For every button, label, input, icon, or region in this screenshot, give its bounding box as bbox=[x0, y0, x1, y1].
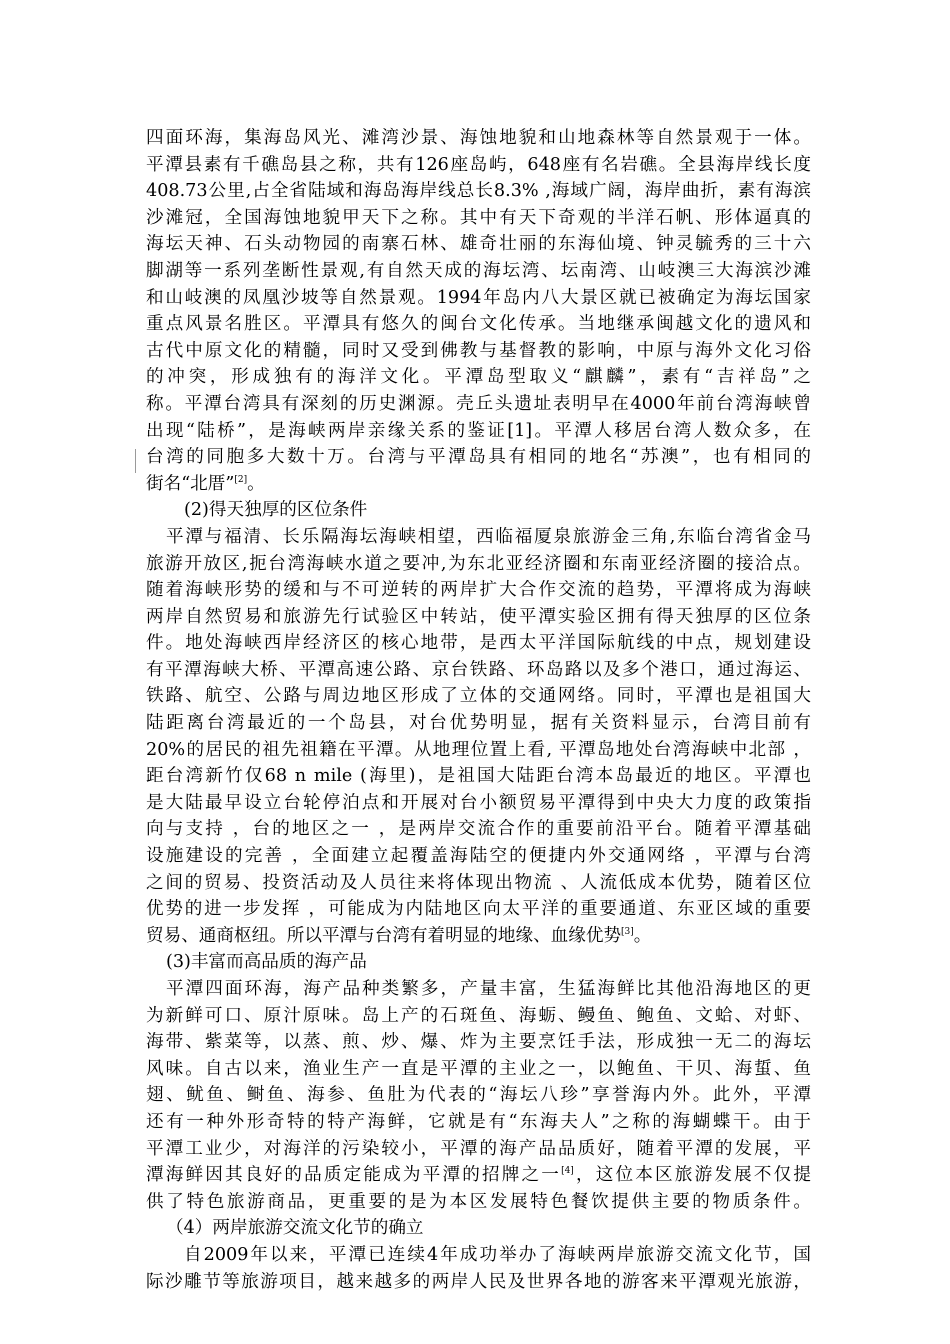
text-line bbox=[146, 1109, 811, 1136]
text-line bbox=[146, 418, 811, 445]
text-line bbox=[146, 1056, 811, 1083]
text-line bbox=[146, 1029, 811, 1056]
text-line bbox=[146, 683, 811, 710]
text-line-content: 贸易、通商枢纽。所以平潭与台湾有着明显的地缘、血缘优势 bbox=[146, 925, 622, 946]
text-line bbox=[146, 338, 811, 365]
text-line bbox=[146, 258, 811, 285]
citation-reference: [3] bbox=[621, 926, 634, 937]
text-line bbox=[146, 976, 811, 1003]
text-line bbox=[146, 630, 811, 657]
text-line-content: 距台湾新竹仅68 n mile (海里)，是祖国大陆距台湾本岛最近的地区。平潭也 bbox=[146, 766, 811, 787]
text-line-content: 随着海峡形势的缓和与不可逆转的两岸扩大合作交流的趋势，平潭将成为海峡 bbox=[146, 580, 811, 601]
text-line-content: (3)丰富而高品质的海产品 bbox=[166, 952, 367, 973]
text-line-content: 台湾的同胞多大数十万。台湾与平潭岛具有相同的地名“苏澳”，也有相同的 bbox=[146, 447, 811, 468]
text-line-content: 自2009年以来，平潭已连续4年成功举办了海峡两岸旅游交流文化节，国 bbox=[184, 1244, 811, 1265]
text-line-content: 旅游开放区,扼台湾海峡水道之要冲,为东北亚经济圈和东南亚经济圈的接洽点。 bbox=[146, 553, 811, 574]
text-line bbox=[146, 604, 811, 631]
text-line bbox=[146, 311, 811, 338]
text-line-content: 优势的进一步发挥 ，可能成为内陆地区向太平洋的重要通道、东亚区域的重要 bbox=[146, 899, 811, 920]
text-line-content: 海带、紫菜等，以蒸、煎、炒、爆、炸为主要烹饪手法，形成独一无二的海坛 bbox=[146, 1032, 811, 1053]
margin-change-bar bbox=[135, 449, 136, 473]
text-line-content: 际沙雕节等旅游项目，越来越多的两岸人民及世界各地的游客来平潭观光旅游， bbox=[146, 1271, 811, 1292]
text-line-content: 向与支持 ，台的地区之一 ，是两岸交流合作的重要前沿平台。随着平潭基础 bbox=[146, 819, 811, 840]
text-line-content: 件。地处海峡西岸经济区的核心地带，是西太平洋国际航线的中点，规划建设 bbox=[146, 633, 811, 654]
text-line bbox=[146, 205, 811, 232]
text-line bbox=[146, 1136, 811, 1163]
citation-reference: [2] bbox=[234, 474, 248, 485]
text-line bbox=[146, 896, 811, 923]
text-line-content: 设施建设的完善 ，全面建立起覆盖海陆空的便捷内外交通网络 ，平潭与台湾 bbox=[146, 846, 811, 867]
text-line-content: 408.73公里,占全省陆域和海岛海岸线总长8.3% ,海域广阔，海岸曲折，素有海滨 bbox=[146, 181, 811, 202]
body-text bbox=[146, 125, 811, 1295]
text-line bbox=[146, 737, 811, 764]
text-line bbox=[146, 125, 811, 152]
text-line-content: 的冲突，形成独有的海洋文化。平潭岛型取义“麒麟”，素有“吉祥岛”之 bbox=[146, 367, 811, 388]
text-line bbox=[146, 923, 811, 950]
text-line-content: 和山岐澳的凤凰沙坡等自然景观。1994年岛内八大景区就已被确定为海坛国家 bbox=[146, 287, 811, 308]
text-line bbox=[146, 949, 811, 976]
text-line bbox=[146, 843, 811, 870]
text-line bbox=[146, 1189, 811, 1216]
text-line-tail: 。 bbox=[633, 925, 652, 946]
text-line-content: (2)得天独厚的区位条件 bbox=[184, 500, 368, 521]
text-line-content: 平潭工业少，对海洋的污染较小，平潭的海产品品质好，随着平潭的发展，平 bbox=[146, 1138, 811, 1159]
text-line-content: 为新鲜可口、原汁原味。岛上产的石斑鱼、海蛎、鳗鱼、鲍鱼、文蛤、对虾、 bbox=[146, 1005, 811, 1026]
text-line-content: 20%的居民的祖先祖籍在平潭。从地理位置上看, 平潭岛地处台湾海峡中北部 ， bbox=[146, 739, 811, 760]
text-line-content: 沙滩冠，全国海蚀地貌甲天下之称。其中有天下奇观的半洋石帆、形体逼真的 bbox=[146, 207, 811, 228]
text-line bbox=[146, 364, 811, 391]
text-line bbox=[146, 497, 811, 524]
text-line-content: 潭海鲜因其良好的品质定能成为平潭的招牌之一 bbox=[146, 1165, 562, 1186]
text-line-content: 铁路、航空、公路与周边地区形成了立体的交通网络。同时，平潭也是祖国大 bbox=[146, 686, 811, 707]
text-line-content: 重点风景名胜区。平潭具有悠久的闽台文化传承。当地继承闽越文化的遗风和 bbox=[146, 314, 811, 335]
text-line-content: 脚湖等一系列垄断性景观,有自然天成的海坛湾、坛南湾、山岐澳三大海滨沙滩 bbox=[146, 260, 811, 281]
text-line bbox=[146, 816, 811, 843]
text-line-content: 四面环海，集海岛风光、滩湾沙景、海蚀地貌和山地森林等自然景观于一体。 bbox=[146, 128, 811, 148]
text-line-content: 两岸自然贸易和旅游先行试验区中转站，使平潭实验区拥有得天独厚的区位条 bbox=[146, 606, 811, 627]
text-line bbox=[146, 391, 811, 418]
text-line-content: 之间的贸易、投资活动及人员往来将体现出物流 、人流低成本优势，随着区位 bbox=[146, 872, 811, 893]
text-line-content: （4）两岸旅游交流文化节的确立 bbox=[166, 1218, 424, 1239]
text-line-content: 古代中原文化的精髓，同时又受到佛教与基督教的影响，中原与海外文化习俗 bbox=[146, 340, 811, 361]
text-line-tail: 。 bbox=[247, 473, 265, 494]
text-line bbox=[146, 870, 811, 897]
text-line-content: 街名“北厝” bbox=[146, 473, 235, 494]
text-line-content: 风味。自古以来，渔业生产一直是平潭的主业之一，以鲍鱼、干贝、海蜇、鱼 bbox=[146, 1058, 811, 1079]
text-line bbox=[146, 763, 811, 790]
text-line bbox=[146, 444, 811, 471]
text-line-content: 称。平潭台湾具有深刻的历史渊源。壳丘头遗址表明早在4000年前台湾海峡曾 bbox=[146, 393, 811, 414]
text-line bbox=[146, 577, 811, 604]
text-line bbox=[146, 790, 811, 817]
text-line bbox=[146, 285, 811, 312]
text-line bbox=[146, 471, 811, 498]
text-line bbox=[146, 152, 811, 179]
text-line bbox=[146, 1003, 811, 1030]
text-line bbox=[146, 1242, 811, 1269]
text-line-content: 海坛天神、石头动物园的南寨石林、雄奇壮丽的东海仙境、钟灵毓秀的三十六 bbox=[146, 234, 811, 255]
text-line bbox=[146, 657, 811, 684]
text-line bbox=[146, 1215, 811, 1242]
text-line-content: 平潭县素有千礁岛县之称，共有126座岛屿，648座有名岩礁。全县海岸线长度 bbox=[146, 154, 811, 175]
text-line bbox=[146, 551, 811, 578]
text-line-content: 平潭四面环海，海产品种类繁多，产量丰富，生猛海鲜比其他沿海地区的更 bbox=[166, 979, 811, 999]
text-line bbox=[146, 1162, 811, 1189]
text-line bbox=[146, 1082, 811, 1109]
text-line-content: 还有一种外形奇特的特产海鲜，它就是有“东海夫人”之称的海蝴蝶干。由于 bbox=[146, 1111, 811, 1132]
text-line-content: 翅、鱿鱼、鲥鱼、海参、鱼肚为代表的“海坛八珍”享誉海内外。此外，平潭 bbox=[146, 1085, 811, 1106]
text-line-tail: ，这位本区旅游发展不仅提 bbox=[573, 1165, 811, 1186]
text-line bbox=[146, 1269, 811, 1296]
text-line-content: 陆距离台湾最近的一个岛县，对台优势明显，据有关资料显示，台湾目前有 bbox=[146, 713, 811, 734]
citation-reference: [4] bbox=[561, 1166, 574, 1177]
text-line-content: 供了特色旅游商品，更重要的是为本区发展特色餐饮提供主要的物质条件。 bbox=[146, 1191, 811, 1212]
text-line-content: 有平潭海峡大桥、平潭高速公路、京台铁路、环岛路以及多个港口，通过海运、 bbox=[146, 659, 811, 680]
text-line bbox=[146, 178, 811, 205]
text-line-content: 是大陆最早设立台轮停泊点和开展对台小额贸易平潭得到中央大力度的政策指 bbox=[146, 792, 811, 813]
text-line-content: 出现“陆桥”，是海峡两岸亲缘关系的鉴证[1]。平潭人移居台湾人数众多，在 bbox=[146, 420, 811, 441]
text-line bbox=[146, 710, 811, 737]
text-line-content: 平潭与福清、长乐隔海坛海峡相望，西临福厦泉旅游金三角,东临台湾省金马 bbox=[166, 526, 811, 547]
text-line bbox=[146, 231, 811, 258]
text-line bbox=[146, 524, 811, 551]
